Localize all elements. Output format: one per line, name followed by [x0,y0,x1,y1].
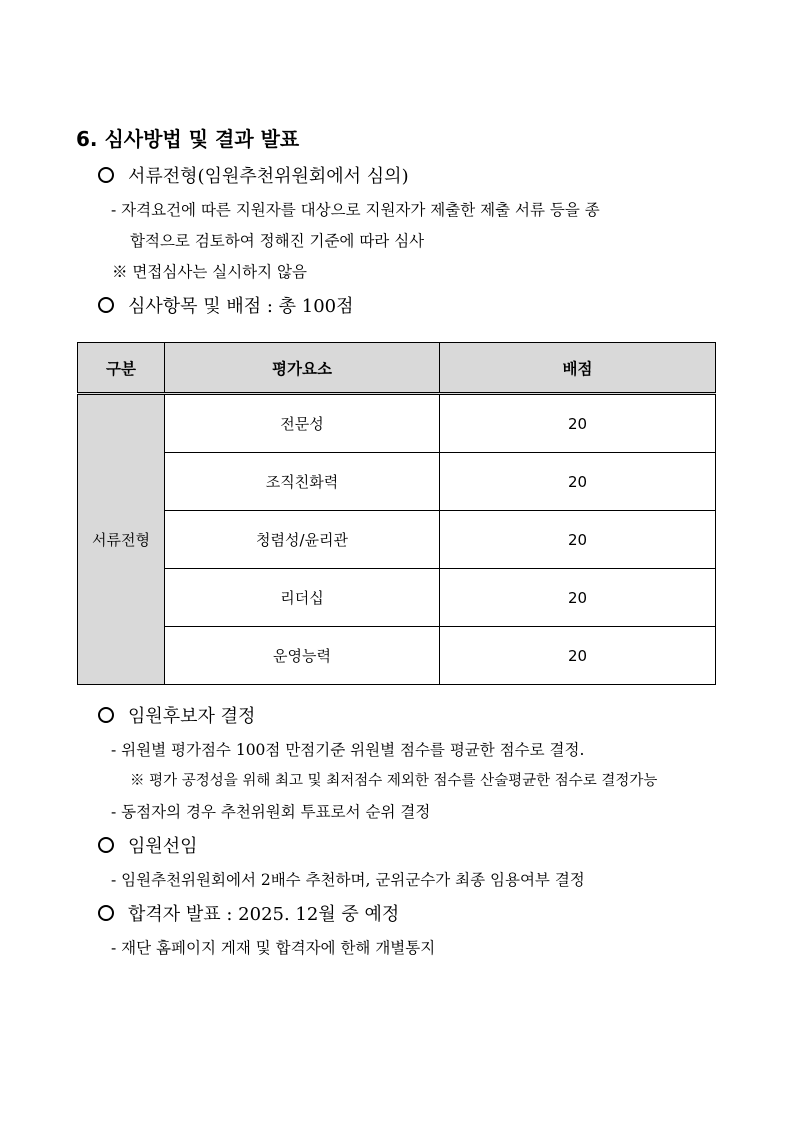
circle-bullet-icon [98,837,114,853]
table-row [78,511,716,569]
item-cell: 운영능력 [165,627,440,685]
candidate-title-line [98,702,255,728]
item-cell: 청렴성/윤리관 [165,511,440,569]
interview-note: ※ 면접심사는 실시하지 않음 [112,263,307,281]
table-header-row [78,343,716,394]
criteria-title-line [98,292,354,318]
item-cell: 조직친화력 [165,453,440,511]
table-row [78,627,716,685]
candidate-desc1: - 위원별 평가점수 100점 만점기준 위원별 점수를 평균한 점수로 결정. [111,741,585,759]
circle-bullet-icon [98,167,114,183]
announce-desc: - 재단 홈페이지 게재 및 합격자에 한해 개별통지 [111,939,436,957]
score-cell: 20 [440,627,716,685]
section-heading: 6. 심사방법 및 결과 발표 [76,127,300,151]
circle-bullet-icon [98,905,114,921]
announce-title-line [98,900,399,926]
announce-title: 합격자 발표 : 2025. 12월 중 예정 [128,904,400,925]
appointment-title-line [98,832,198,858]
item-cell: 리더십 [165,569,440,627]
score-cell: 20 [440,569,716,627]
circle-bullet-icon [98,297,114,313]
category-cell: 서류전형 [78,394,165,685]
table-row [78,569,716,627]
fairness-note: ※ 평가 공정성을 위해 최고 및 최저점수 제외한 점수를 산술평균한 점수로 결정가능 [130,773,658,789]
score-table [77,342,716,685]
doc-review-title: 서류전형(임원추천위원회에서 심의) [128,166,409,187]
header-score: 배점 [440,343,716,394]
item-cell: 전문성 [165,394,440,453]
doc-review-desc-line1: - 자격요건에 따른 지원자를 대상으로 지원자가 제출한 제출 서류 등을 종 [111,201,600,219]
header-item: 평가요소 [165,343,440,394]
score-cell: 20 [440,453,716,511]
candidate-desc2: - 동점자의 경우 추천위원회 투표로서 순위 결정 [111,803,431,821]
score-cell: 20 [440,511,716,569]
criteria-title: 심사항목 및 배점 : 총 100점 [128,296,354,317]
doc-review-title-line [98,162,409,188]
score-cell: 20 [440,394,716,453]
appointment-desc: - 임원추천위원회에서 2배수 추천하며, 군위군수가 최종 임용여부 결정 [111,871,585,889]
header-category: 구분 [78,343,165,394]
appointment-title: 임원선임 [128,836,198,857]
doc-review-desc-line2: 합적으로 검토하여 정해진 기준에 따라 심사 [130,232,425,250]
circle-bullet-icon [98,707,114,723]
table-row [78,394,716,453]
candidate-title: 임원후보자 결정 [128,706,256,727]
table-row [78,453,716,511]
